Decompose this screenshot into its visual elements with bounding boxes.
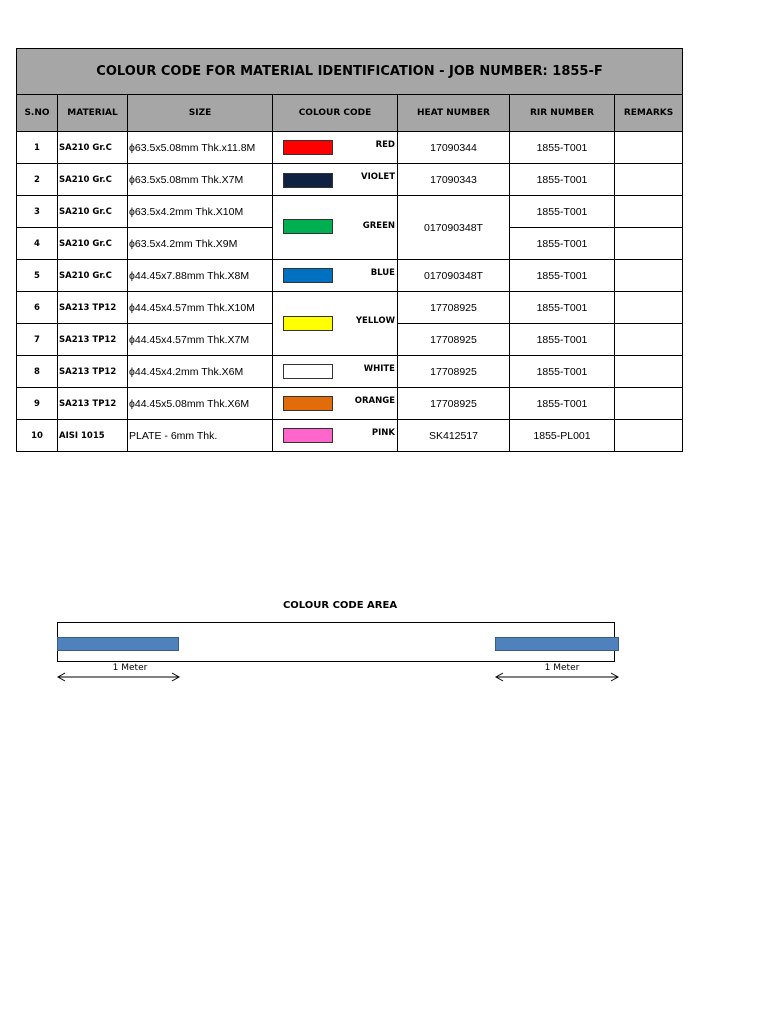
cell-material: SA210 Gr.C <box>58 196 128 228</box>
cell-sno: 8 <box>17 356 58 388</box>
cell-size: ϕ44.45x4.57mm Thk.X7M <box>128 324 273 356</box>
colour-name: WHITE <box>363 364 395 374</box>
cell-heat-number: 17090344 <box>398 132 510 164</box>
header-rir-number: RIR NUMBER <box>510 95 615 132</box>
left-dimension-label: 1 Meter <box>112 663 148 673</box>
cell-material: SA213 TP12 <box>58 292 128 324</box>
cell-size: ϕ44.45x4.57mm Thk.X10M <box>128 292 273 324</box>
cell-heat-number: 17708925 <box>398 356 510 388</box>
header-material: MATERIAL <box>58 95 128 132</box>
cell-sno: 2 <box>17 164 58 196</box>
colour-name: ORANGE <box>354 396 395 406</box>
cell-sno: 5 <box>17 260 58 292</box>
cell-sno: 4 <box>17 228 58 260</box>
cell-rir-number: 1855-T001 <box>510 132 615 164</box>
cell-size: ϕ63.5x5.08mm Thk.X7M <box>128 164 273 196</box>
cell-sno: 9 <box>17 388 58 420</box>
cell-rir-number: 1855-T001 <box>510 324 615 356</box>
colour-name: RED <box>375 140 395 150</box>
cell-sno: 1 <box>17 132 58 164</box>
cell-heat-number: 17708925 <box>398 388 510 420</box>
cell-material: SA213 TP12 <box>58 388 128 420</box>
cell-rir-number: 1855-PL001 <box>510 420 615 452</box>
cell-rir-number: 1855-T001 <box>510 388 615 420</box>
cell-material: SA210 Gr.C <box>58 260 128 292</box>
cell-size: ϕ63.5x4.2mm Thk.X9M <box>128 228 273 260</box>
colour-name: YELLOW <box>355 316 395 326</box>
cell-heat-number: 17708925 <box>398 292 510 324</box>
cell-material: SA210 Gr.C <box>58 164 128 196</box>
cell-rir-number: 1855-T001 <box>510 164 615 196</box>
cell-material: SA213 TP12 <box>58 324 128 356</box>
cell-material: SA210 Gr.C <box>58 228 128 260</box>
colour-name: VIOLET <box>361 172 395 182</box>
cell-heat-number: SK412517 <box>398 420 510 452</box>
cell-rir-number: 1855-T001 <box>510 292 615 324</box>
cell-material: SA210 Gr.C <box>58 132 128 164</box>
table-title: COLOUR CODE FOR MATERIAL IDENTIFICATION - JOB NUMBER: 1855-F <box>17 49 683 95</box>
colour-code-area-title: COLOUR CODE AREA <box>282 600 398 611</box>
header-sno: S.NO <box>17 95 58 132</box>
cell-heat-number: 017090348T <box>398 260 510 292</box>
cell-heat-number: 017090348T <box>398 196 510 260</box>
header-colour-code: COLOUR CODE <box>273 95 398 132</box>
cell-sno: 10 <box>17 420 58 452</box>
header-size: SIZE <box>128 95 273 132</box>
header-heat-number: HEAT NUMBER <box>398 95 510 132</box>
cell-heat-number: 17708925 <box>398 324 510 356</box>
cell-size: ϕ63.5x5.08mm Thk.x11.8M <box>128 132 273 164</box>
cell-material: AISI 1015 <box>58 420 128 452</box>
left-dimension-arrow <box>58 673 179 681</box>
cell-material: SA213 TP12 <box>58 356 128 388</box>
colour-name: GREEN <box>362 221 395 231</box>
cell-rir-number: 1855-T001 <box>510 196 615 228</box>
cell-size: ϕ44.45x4.2mm Thk.X6M <box>128 356 273 388</box>
cell-heat-number: 17090343 <box>398 164 510 196</box>
cell-sno: 6 <box>17 292 58 324</box>
right-dimension-label: 1 Meter <box>544 663 580 673</box>
cell-rir-number: 1855-T001 <box>510 260 615 292</box>
cell-sno: 3 <box>17 196 58 228</box>
cell-size: ϕ44.45x5.08mm Thk.X6M <box>128 388 273 420</box>
colour-name: BLUE <box>370 268 395 278</box>
right-dimension-arrow <box>496 673 618 681</box>
cell-rir-number: 1855-T001 <box>510 356 615 388</box>
cell-size: ϕ44.45x7.88mm Thk.X8M <box>128 260 273 292</box>
cell-sno: 7 <box>17 324 58 356</box>
colour-name: PINK <box>371 428 395 438</box>
cell-size: ϕ63.5x4.2mm Thk.X10M <box>128 196 273 228</box>
cell-rir-number: 1855-T001 <box>510 228 615 260</box>
cell-size: PLATE - 6mm Thk. <box>128 420 273 452</box>
header-remarks: REMARKS <box>615 95 683 132</box>
